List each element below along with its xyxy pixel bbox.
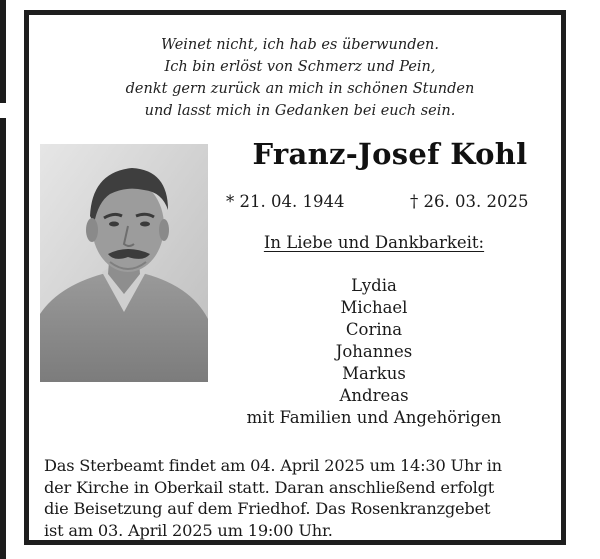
deceased-name: Franz-Josef Kohl — [252, 137, 528, 171]
birth-date: * 21. 04. 1944 — [226, 192, 345, 211]
death-date: † 26. 03. 2025 — [410, 192, 529, 211]
mourners-heading: In Liebe und Dankbarkeit: — [263, 233, 485, 252]
mourner-name: Lydia — [351, 276, 397, 295]
notice-line: die Beisetzung auf dem Friedhof. Das Rosenkranzgebet — [44, 499, 491, 518]
left-edge-bar-bottom — [0, 118, 6, 559]
mourner-name: Michael — [340, 298, 408, 317]
notice-line: ist am 03. April 2025 um 19:00 Uhr. — [44, 520, 333, 540]
mourner-name: Johannes — [335, 342, 413, 361]
poem-line: denkt gern zurück an mich in schönen Stunden — [125, 81, 475, 97]
poem-verse — [0, 34, 600, 122]
funeral-notice — [44, 455, 554, 541]
mourners-list — [220, 275, 528, 429]
poem-line: Weinet nicht, ich hab es überwunden. — [160, 37, 440, 53]
mourner-name: Corina — [345, 320, 403, 339]
notice-line: der Kirche in Oberkail statt. Daran anschließend erfolgt — [44, 477, 495, 497]
poem-line: Ich bin erlöst von Schmerz und Pein, — [164, 59, 436, 75]
portrait-illustration — [40, 144, 208, 382]
portrait-photo — [40, 144, 208, 382]
poem-line: und lasst mich in Gedanken bei euch sein. — [144, 103, 456, 119]
notice-line: Das Sterbeamt findet am 04. April 2025 um 14:30 Uhr in — [44, 456, 502, 475]
mourner-name: Markus — [342, 364, 406, 383]
mourner-name: Andreas — [339, 386, 409, 405]
mourners-closing: mit Familien und Angehörigen — [246, 408, 502, 427]
